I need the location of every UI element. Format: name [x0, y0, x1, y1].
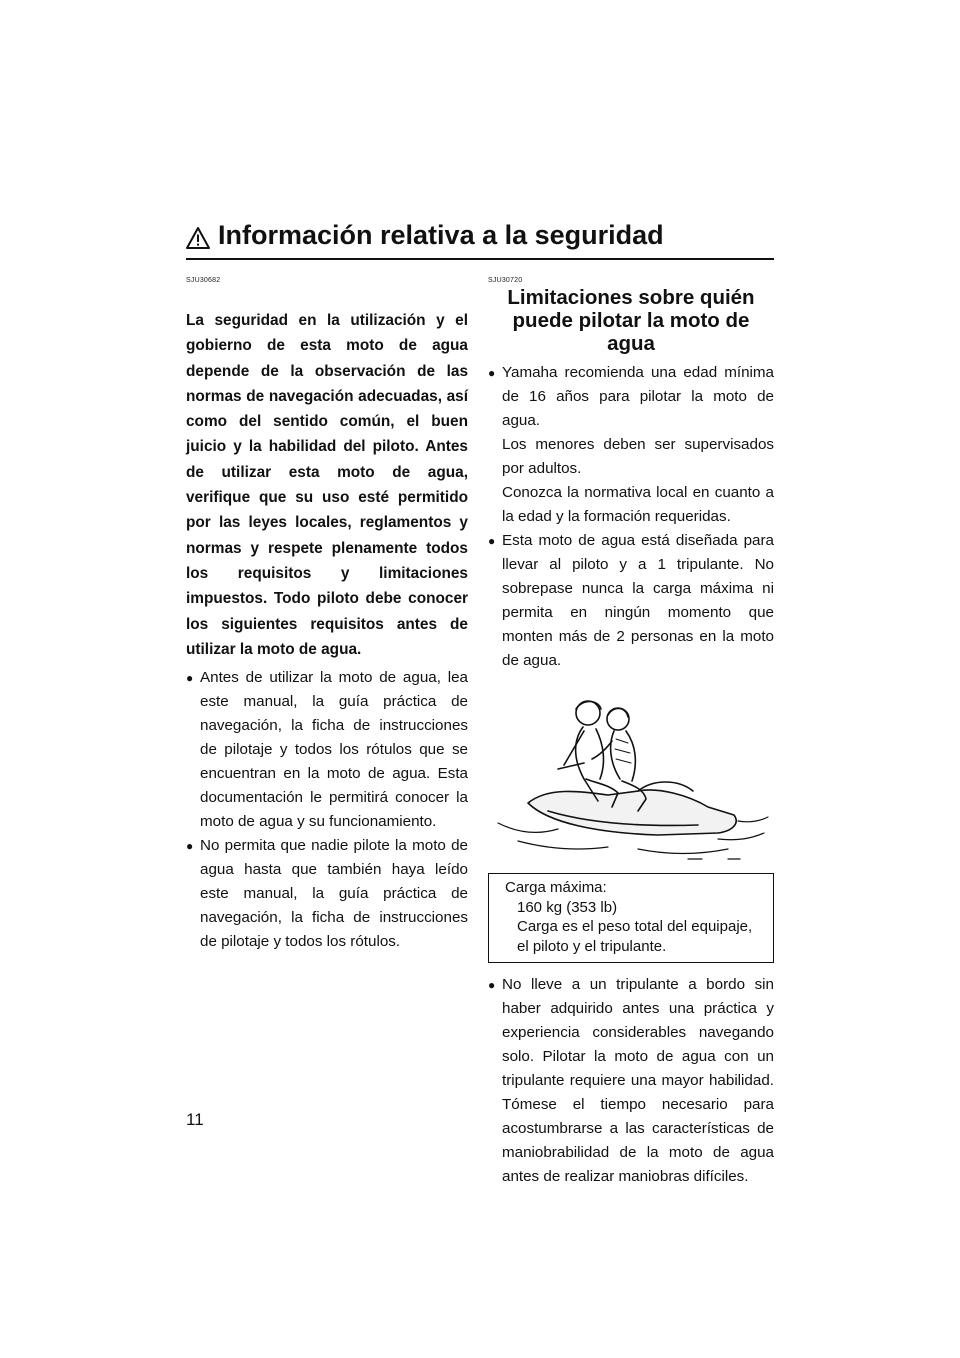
- reference-code: SJU30720: [488, 277, 523, 284]
- section-title: Limitaciones sobre quién puede pilotar la moto de agua: [507, 286, 755, 355]
- bullet-icon: ●: [186, 671, 194, 686]
- right-column: [488, 276, 774, 1189]
- bullet-list: [488, 361, 774, 673]
- list-item: ● Antes de utilizar la moto de agua, lea este manual, la guía práctica de navegación, la ficha de instrucciones de pilotaje y todos los rótulos que se encuentran en la moto de agua. Esta documentación le permitirá conocer la moto de agua y su funcionamiento.: [186, 666, 468, 834]
- bullet-icon: ●: [488, 534, 496, 548]
- list-item: ● No lleve a un tripulante a bordo sin haber adquirido antes una práctica y experiencia considerables navegando solo. Pilotar la moto de agua con un tripulante requiere una mayor habilidad. Tómese el tiempo necesario para acostumbrarse a las características de maniobrabilidad de la moto de agua antes de realizar maniobras difíciles.: [488, 973, 774, 1189]
- intro-paragraph: La seguridad en la utilización y el gobierno de esta moto de agua depende de la observación de las normas de navegación adecuadas, así como del sentido común, el buen juicio y la habilidad del piloto. Antes de utilizar esta moto de agua, verifique que su uso esté permitido por las leyes locales, reglamentos y normas y respete plenamente todos los requisitos y limitaciones impuestos. Todo piloto debe conocer los siguientes requisitos antes de utilizar la moto de agua.: [186, 312, 468, 658]
- bullet-list: [186, 666, 468, 954]
- reference-code: SJU30682: [186, 277, 221, 284]
- page-header: [186, 222, 774, 260]
- max-load-spec-box: Carga máxima: 160 kg (353 lb) Carga es el peso total del equipaje, el piloto y el tripulante.: [488, 873, 774, 963]
- warning-triangle-icon: [186, 226, 210, 250]
- page-title: Información relativa a la seguridad: [218, 220, 664, 250]
- left-column: [186, 276, 468, 954]
- list-item: ● Esta moto de agua está diseñada para llevar al piloto y a 1 tripulante. No sobrepase nunca la carga máxima ni permita en ningún momento que monten más de 2 personas en la moto de agua.: [488, 529, 774, 673]
- bullet-icon: ●: [488, 366, 496, 380]
- bullet-icon: ●: [488, 978, 496, 992]
- list-item: ● Yamaha recomienda una edad mínima de 16 años para pilotar la moto de agua. Los menores deben ser supervisados por adultos. Conozca la normativa local en cuanto a la edad y la formación requeridas.: [488, 361, 774, 529]
- bullet-list: [488, 973, 774, 1189]
- jetski-riders-illustration: [488, 683, 774, 865]
- page-number: 11: [186, 1110, 204, 1129]
- bullet-icon: ●: [186, 839, 194, 854]
- list-item: ● No permita que nadie pilote la moto de agua hasta que también haya leído este manual, la guía práctica de navegación, la ficha de instrucciones de pilotaje y todos los rótulos.: [186, 834, 468, 954]
